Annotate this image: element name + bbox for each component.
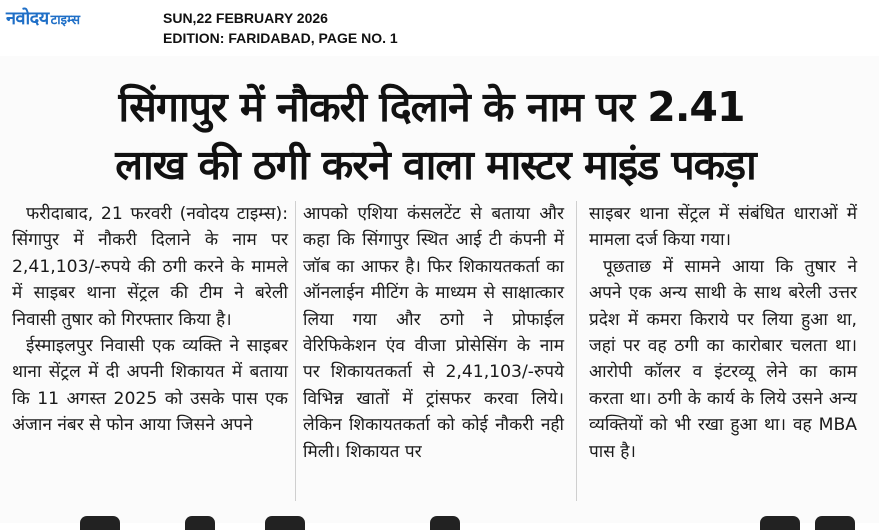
- article-column-2: [303, 201, 564, 465]
- article-column-3: [589, 201, 857, 465]
- column-3-paragraph-2: पूछताछ में सामने आया कि तुषार ने अपने एक अन्य साथी के साथ बरेली उत्तर प्रदेश में कमरा किराये पर लिया हुआ था, जहां पर वह ठगी का कारोबार चलता था। आरोपी कॉलर व इंटरव्यू लेने का काम करता था। ठगी के कार्य के लिये उसने अन्य व्यक्तियों को भी रखा हुआ था। वह MBA पास है।: [589, 256, 857, 462]
- article-column-1: [12, 201, 288, 439]
- date-line: SUN,22 FEBRUARY 2026: [163, 10, 328, 26]
- next-article-headline-cut: [0, 516, 879, 530]
- edition-info: [163, 8, 398, 48]
- column-3-paragraph-1: साइबर थाना सेंट्रल में संबंधित धाराओं में मामला दर्ज किया गया।: [589, 204, 857, 251]
- logo-sub-text: टाइम्स: [50, 13, 80, 28]
- column-1-paragraph-2: ईस्माइलपुर निवासी एक व्यक्ति ने साइबर थाना सेंट्रल में दी अपनी शिकायत में बताया कि 11 अगस्त 2025 को उसके पास एक अंजान नंबर से फोन आया जिसने अपने: [12, 336, 288, 436]
- masthead-bar: [0, 0, 879, 50]
- column-divider: [295, 201, 296, 501]
- newspaper-logo[interactable]: [6, 6, 80, 32]
- column-divider: [576, 201, 577, 501]
- headline-line-2: लाख की ठगी करने वाला मास्टर माइंड पकड़ा: [115, 141, 756, 189]
- column-1-paragraph-1: फरीदाबाद, 21 फरवरी (नवोदय टाइम्स): सिंगापुर में नौकरी दिलाने के नाम पर 2,41,103/-रुपये की ठगी करने के मामले में साइबर थाना सेंट्रल की टीम ने बरेली निवासी तुषार को गिरफ्तार किया है।: [12, 204, 288, 330]
- edition-line: EDITION: FARIDABAD, PAGE NO. 1: [163, 30, 398, 46]
- column-2-paragraph-1: आपको एशिया कंसलटेंट से बताया और कहा कि सिंगापुर स्थित आई टी कंपनी में जॉब का आफर है। फिर शिकायतकर्ता का ऑनलाईन मीटिंग के माध्यम से साक्षात्कार लिया गया और ठगो ने प्रोफाईल वेरिफिकेशन एंव वीजा प्रोसेसिंग के नाम पर शिकायतकर्ता से 2,41,103/-रुपये विभिन्न खातों में ट्रांसफर करवा लिये। लेकिन शिकायतकर्ता को कोई नौकरी नही मिली। शिकायत पर: [303, 204, 564, 462]
- newspaper-clipping: [0, 56, 879, 523]
- headline-line-1: सिंगापुर में नौकरी दिलाने के नाम पर 2.41: [118, 83, 745, 131]
- logo-main-text: नवोदय: [6, 8, 49, 29]
